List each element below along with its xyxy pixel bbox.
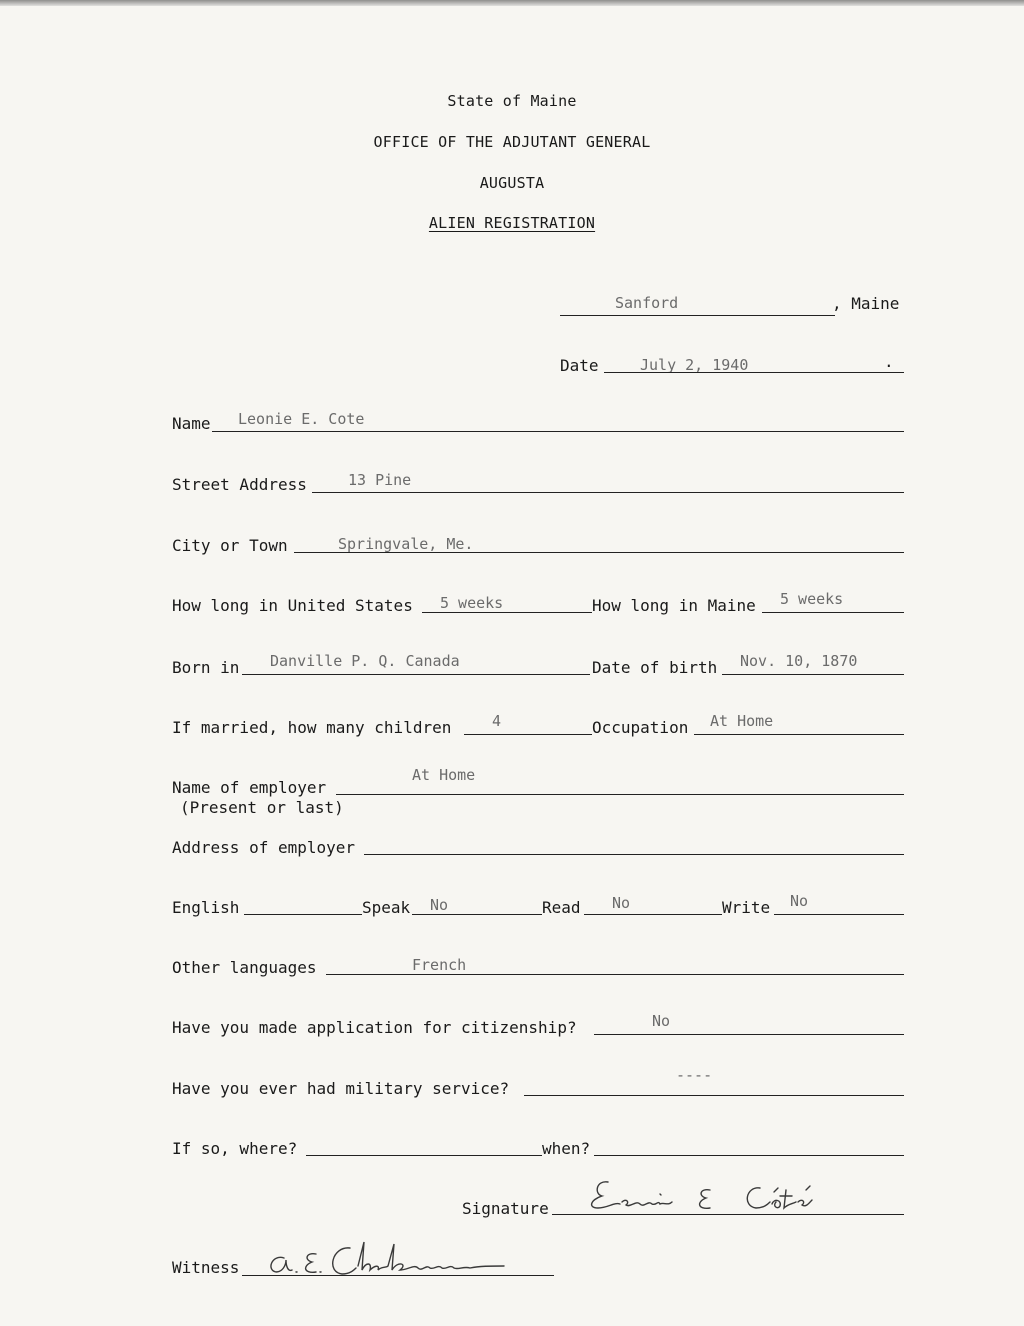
citizenship-line	[594, 1034, 904, 1035]
witness-label: Witness	[172, 1258, 240, 1277]
maine-time-value: 5 weeks	[780, 590, 844, 608]
where-label: If so, where?	[172, 1139, 298, 1158]
children-line	[464, 734, 592, 735]
city-label: City or Town	[172, 536, 288, 555]
born-value: Danville P. Q. Canada	[270, 652, 460, 670]
children-value: 4	[492, 712, 502, 730]
speak-value: No	[430, 896, 449, 914]
read-label: Read	[542, 898, 581, 917]
us-time-value: 5 weeks	[440, 594, 504, 612]
witness-line	[242, 1275, 554, 1276]
city-value: Springvale, Me.	[338, 535, 474, 553]
occupation-label: Occupation	[592, 718, 689, 737]
signature-image	[560, 1172, 880, 1218]
citizenship-value: No	[652, 1012, 671, 1030]
date-value: July 2, 1940	[640, 356, 749, 374]
header-office: OFFICE OF THE ADJUTANT GENERAL	[373, 133, 651, 151]
location-line	[560, 315, 835, 316]
us-time-label: How long in United States	[172, 596, 413, 615]
name-line	[212, 431, 904, 432]
other-languages-label: Other languages	[172, 958, 317, 977]
street-line	[312, 492, 904, 493]
english-label: English	[172, 898, 240, 917]
location-suffix: , Maine	[832, 294, 900, 313]
employer-value: At Home	[412, 766, 476, 784]
maine-time-label: How long in Maine	[592, 596, 756, 615]
date-label: Date	[560, 356, 599, 375]
write-value: No	[790, 892, 809, 910]
employer-address-line	[364, 854, 904, 855]
speak-label: Speak	[362, 898, 411, 917]
read-value: No	[612, 894, 631, 912]
children-label: If married, how many children	[172, 718, 452, 737]
occupation-value: At Home	[710, 712, 774, 730]
date-line	[604, 372, 904, 373]
location-value: Sanford	[615, 294, 679, 312]
employer-label: Name of employer	[172, 778, 327, 797]
signature-line	[552, 1214, 904, 1215]
employer-sublabel: (Present or last)	[180, 798, 344, 817]
military-line	[524, 1095, 904, 1096]
speak-line	[412, 914, 542, 915]
other-languages-line	[326, 974, 904, 975]
dob-label: Date of birth	[592, 658, 718, 677]
dob-value: Nov. 10, 1870	[740, 652, 858, 670]
dob-line	[722, 674, 904, 675]
english-line	[244, 914, 362, 915]
where-line	[306, 1155, 542, 1156]
write-line	[774, 914, 904, 915]
when-label: when?	[542, 1139, 591, 1158]
scan-edge	[0, 0, 1024, 6]
employer-line	[336, 794, 904, 795]
born-line	[242, 674, 590, 675]
city-line	[294, 552, 904, 553]
form-title: ALIEN REGISTRATION	[428, 214, 596, 232]
military-value: ----	[676, 1066, 713, 1084]
when-line	[594, 1155, 904, 1156]
maine-time-line	[762, 612, 904, 613]
name-value: Leonie E. Cote	[238, 410, 365, 428]
other-languages-value: French	[412, 956, 467, 974]
street-value: 13 Pine	[348, 471, 412, 489]
header-state: State of Maine	[447, 92, 577, 110]
employer-address-label: Address of employer	[172, 838, 356, 857]
occupation-line	[694, 734, 904, 735]
name-label: Name	[172, 414, 211, 433]
citizenship-label: Have you made application for citizenship?	[172, 1018, 577, 1037]
street-label: Street Address	[172, 475, 307, 494]
signature-label: Signature	[462, 1199, 549, 1218]
us-time-line	[422, 612, 592, 613]
born-label: Born in	[172, 658, 240, 677]
read-line	[584, 914, 722, 915]
header-city: AUGUSTA	[479, 174, 545, 192]
date-end: .	[884, 352, 894, 371]
witness-signature-image	[258, 1236, 558, 1280]
write-label: Write	[722, 898, 771, 917]
military-label: Have you ever had military service?	[172, 1079, 510, 1098]
